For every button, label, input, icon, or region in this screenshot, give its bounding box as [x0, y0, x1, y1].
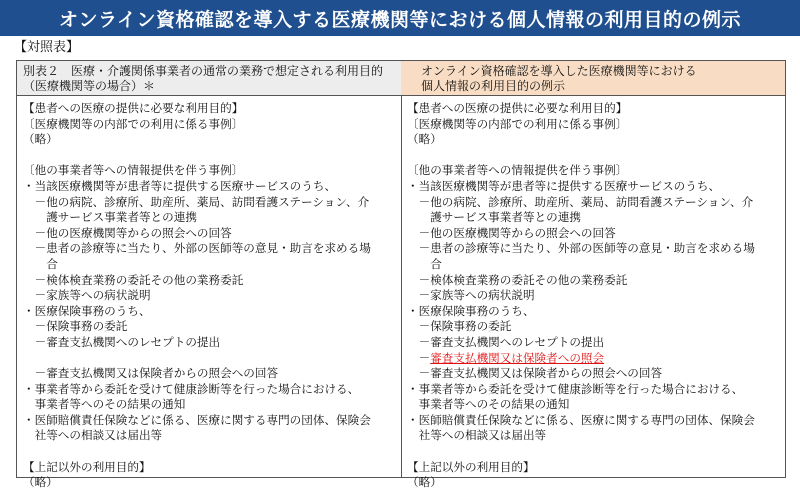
table-line: －保険事務の委託	[407, 319, 512, 334]
table-line: （略）	[407, 132, 442, 147]
table-line: 〔他の事業者等への情報提供を伴う事例〕	[23, 163, 244, 178]
left-header-line: （医療機関等の場合）＊	[23, 79, 156, 93]
table-line: －審査支払機関へのレセプトの提出	[23, 334, 221, 349]
table-line: －審査支払機関又は保険者からの照会への回答	[23, 366, 279, 381]
table-line: ・医師賠償責任保険などに係る、医療に関する専門の団体、保険会	[23, 412, 371, 427]
table-line: ・医療保険事務のうち、	[407, 303, 535, 318]
right-column-body	[401, 97, 785, 490]
table-line: －他の病院、診療所、助産所、薬局、訪問看護ステーション、介	[407, 194, 754, 209]
table-line: －患者の診療等に当たり、外部の医師等の意見・助言を求める場	[23, 241, 371, 256]
right-header-line: オンライン資格確認を導入した医療機関等における	[421, 64, 697, 78]
table-line: －他の医療機関等からの照会への回答	[23, 225, 232, 240]
table-line: 社等への相談又は届出等	[407, 428, 547, 443]
table-line: 社等への相談又は届出等	[23, 428, 163, 443]
table-line: ・当該医療機関等が患者等に提供する医療サービスのうち、	[407, 178, 721, 193]
table-line: －患者の診療等に当たり、外部の医師等の意見・助言を求める場	[407, 241, 755, 256]
table-line: 〔医療機関等の内部での利用に係る事例〕	[407, 116, 628, 131]
table-line	[407, 148, 779, 164]
table-line: －検体検査業務の委託その他の業務委託	[23, 272, 244, 287]
right-column	[401, 61, 785, 490]
right-header-line: 個人情報の利用目的の例示	[421, 79, 566, 93]
page-title: オンライン資格確認を導入する医療機関等における個人情報の利用目的の例示	[0, 0, 800, 36]
table-line	[23, 148, 395, 164]
table-line: 【患者への医療の提供に必要な利用目的】	[407, 101, 628, 115]
table-line: ・当該医療機関等が患者等に提供する医療サービスのうち、	[23, 178, 337, 193]
table-line: －家族等への病状説明	[23, 288, 151, 303]
left-column-header	[17, 61, 401, 96]
table-line: 【上記以外の利用目的】	[407, 459, 535, 474]
left-header-line: 別表２ 医療・介護関係事業者の通常の業務で想定される利用目的	[23, 64, 384, 78]
table-line: －検体検査業務の委託その他の業務委託	[407, 272, 628, 287]
table-line: （略）	[407, 475, 442, 490]
highlighted-addition: 審査支払機関又は保険者への照会	[430, 350, 605, 365]
table-line: 【上記以外の利用目的】	[23, 459, 151, 474]
table-line: 〔他の事業者等への情報提供を伴う事例〕	[407, 163, 628, 178]
line-prefix: －	[407, 350, 431, 365]
table-line: 合	[407, 256, 442, 271]
table-line: （略）	[23, 132, 58, 147]
table-line: －家族等への病状説明	[407, 288, 535, 303]
table-line: 事業者等へのその結果の通知	[407, 397, 570, 412]
table-line: ・事業者等から委託を受けて健康診断等を行った場合における、	[23, 381, 360, 396]
table-line: －審査支払機関へのレセプトの提出	[407, 334, 605, 349]
table-line: ・事業者等から委託を受けて健康診断等を行った場合における、	[407, 381, 744, 396]
left-column-body	[17, 97, 401, 490]
table-line	[407, 444, 779, 460]
table-line: －審査支払機関又は保険者からの照会への回答	[407, 366, 663, 381]
table-line	[23, 351, 395, 367]
table-line: －他の医療機関等からの照会への回答	[407, 225, 616, 240]
table-line: 合	[23, 256, 58, 271]
table-line: 事業者等へのその結果の通知	[23, 397, 186, 412]
table-line: 護サービス事業者等との連携	[407, 210, 581, 225]
table-line: 〔医療機関等の内部での利用に係る事例〕	[23, 116, 244, 131]
left-column	[17, 61, 402, 490]
right-column-header	[401, 61, 785, 96]
table-line: （略）	[23, 475, 58, 490]
table-line: ・医師賠償責任保険などに係る、医療に関する専門の団体、保険会	[407, 412, 755, 427]
table-line	[407, 351, 779, 367]
table-line: 護サービス事業者等との連携	[23, 210, 197, 225]
table-line: －保険事務の委託	[23, 319, 128, 334]
table-label: 【対照表】	[14, 40, 80, 55]
table-line	[23, 444, 395, 460]
table-line: －他の病院、診療所、助産所、薬局、訪問看護ステーション、介	[23, 194, 370, 209]
comparison-table	[16, 60, 786, 490]
table-line: ・医療保険事務のうち、	[23, 303, 151, 318]
table-line: 【患者への医療の提供に必要な利用目的】	[23, 101, 244, 115]
